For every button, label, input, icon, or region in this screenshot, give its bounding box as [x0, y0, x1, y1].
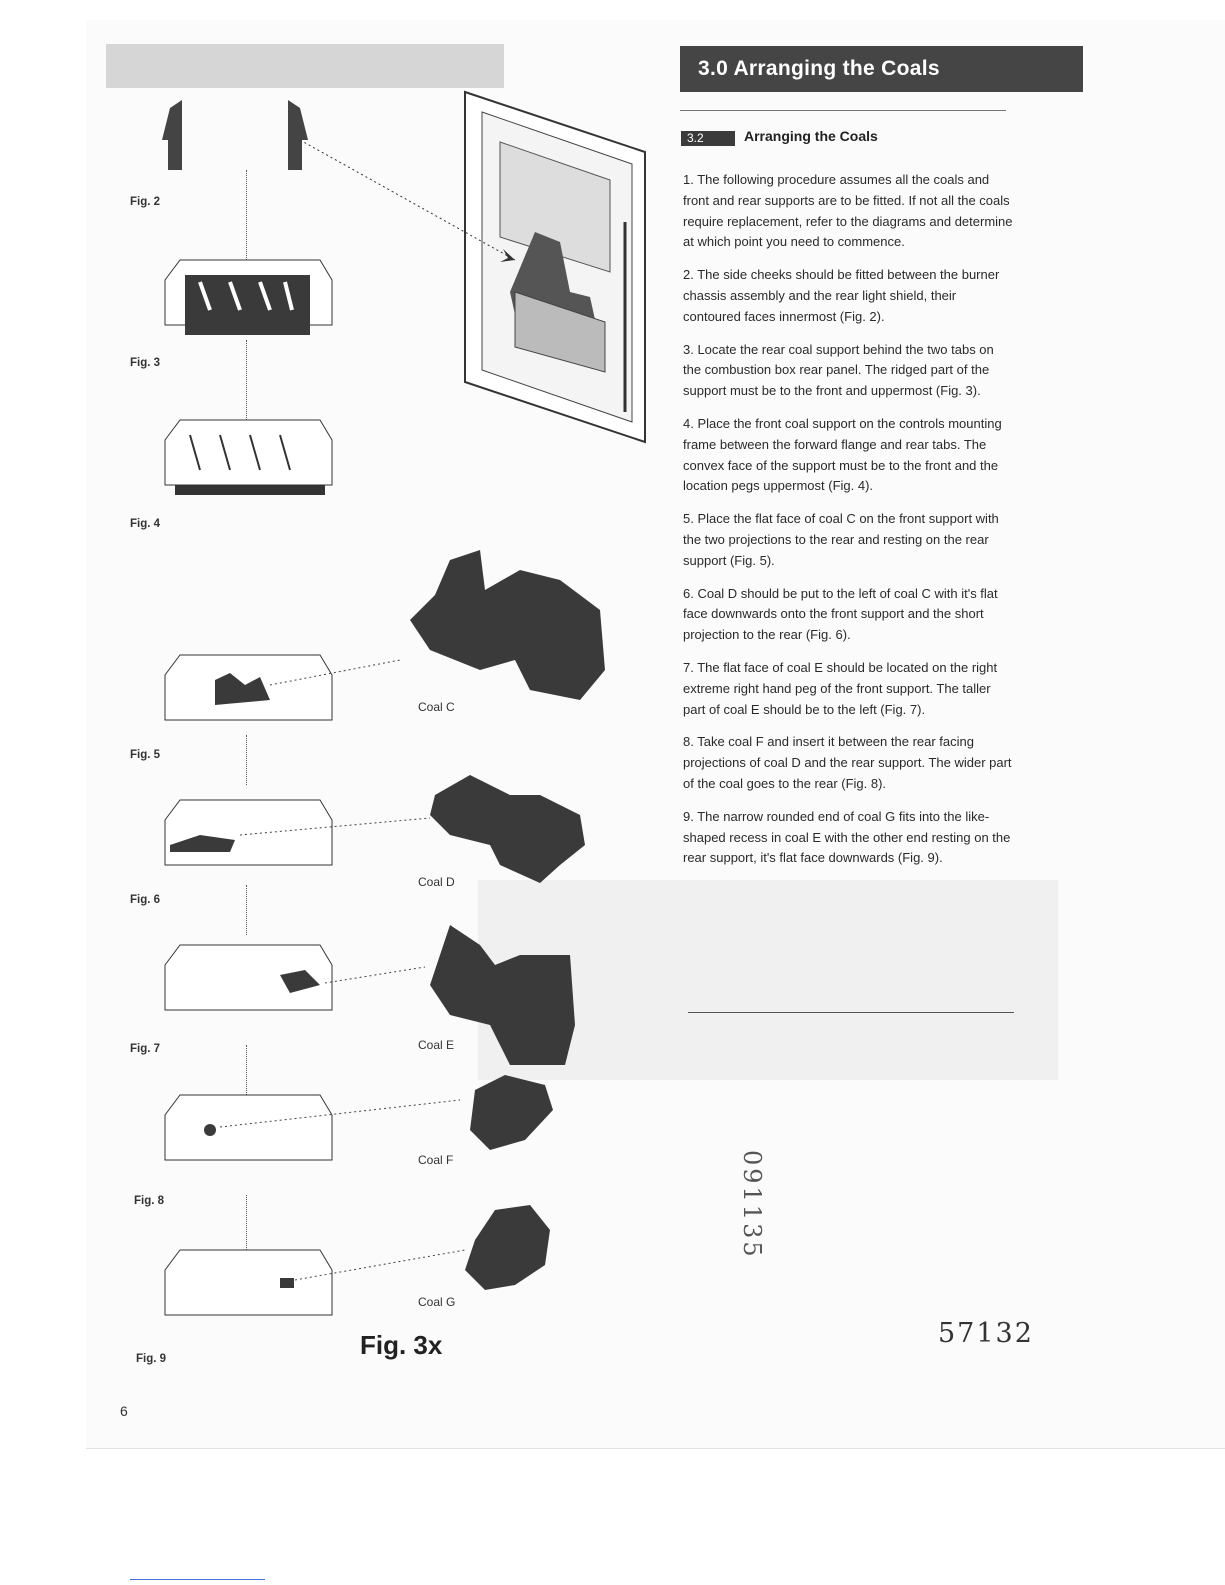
- fig6-grate: [160, 800, 335, 880]
- connector-line: [246, 885, 247, 935]
- step-8: 8. Take coal F and insert it between the rear facing projections of coal D and the rear support. The wider part of the coal goes to the rear (Fig. 8).: [683, 734, 1012, 791]
- fig5-grate: [160, 655, 335, 735]
- fig8-grate: [160, 1095, 335, 1175]
- ghost-header: [106, 44, 504, 88]
- fig3-grate: [160, 420, 335, 500]
- page-number: 6: [120, 1403, 128, 1419]
- subsection-number: 3.2: [681, 131, 735, 146]
- fig-5-label: Fig. 5: [130, 749, 161, 761]
- fig7-grate: [160, 945, 335, 1025]
- connector-line: [246, 340, 247, 420]
- vertical-stamp-number: 091135: [738, 1150, 766, 1260]
- fig-2-label: Fig. 2: [130, 196, 161, 208]
- left-cheek-shape: [162, 100, 182, 170]
- connector-line: [246, 735, 247, 785]
- steps-end-rule: [688, 1012, 1014, 1013]
- step-4: 4. Place the front coal support on the controls mounting frame between the forward flange and rear tabs. The convex face of the support must be to the front and the location pegs uppermost (Fig. 4).: [683, 415, 1002, 494]
- footer-link-line: [130, 1579, 265, 1580]
- step-9: 9. The narrow rounded end of coal G fits into the like-shaped recess in coal E with the other end resting on the rear support, it's flat face downwards (Fig. 9).: [683, 808, 1011, 866]
- fig-4-label: Fig. 4: [130, 518, 161, 530]
- connector-line: [246, 1045, 247, 1095]
- fig-8-label: Fig. 8: [134, 1195, 165, 1207]
- fig2-grate: [160, 260, 335, 340]
- step-2: 2. The side cheeks should be fitted between the burner chassis assembly and the rear light shield, their contoured faces innermost (Fig. 2).: [683, 267, 1000, 324]
- stamp-number: 57132: [938, 1318, 1034, 1349]
- step-1: 1. The following procedure assumes all the coals and front and rear supports are to be fitted. If not all the coals require replacement, refer to the diagrams and determine at which point you need to commence.: [683, 172, 1013, 250]
- header-rule: [680, 110, 1006, 111]
- coal-d-image: [430, 775, 590, 885]
- coal-g-image: [465, 1205, 555, 1295]
- connector-line: [246, 1195, 247, 1250]
- section-title-banner: 3.0 Arranging the Coals: [680, 46, 1083, 92]
- subsection-title: Arranging the Coals: [744, 128, 878, 144]
- step-7: 7. The flat face of coal E should be located on the right extreme right hand peg of the front support. The taller part of coal E should be to the left (Fig. 7).: [683, 659, 998, 717]
- fig-7-label: Fig. 7: [130, 1043, 161, 1055]
- fig-9-label: Fig. 9: [136, 1353, 167, 1365]
- step-3: 3. Locate the rear coal support behind the two tabs on the combustion box rear panel. The ridged part of the support must be to the front and uppermost (Fig. 3).: [683, 341, 994, 399]
- fig9-grate: [160, 1250, 335, 1330]
- procedure-steps: [683, 170, 1013, 881]
- connector-line: [246, 170, 247, 260]
- step-5: 5. Place the flat face of coal C on the front support with the two projections to the rear and resting on the rear support (Fig. 5).: [683, 511, 999, 568]
- coal-e-label: Coal E: [418, 1038, 455, 1052]
- coal-e-image: [420, 925, 580, 1065]
- fig-3-label: Fig. 3: [130, 357, 161, 369]
- coal-f-label: Coal F: [418, 1153, 454, 1167]
- coal-c-image: [410, 550, 620, 705]
- fig2-pointer-arrow: [300, 140, 530, 270]
- fig-6-label: Fig. 6: [130, 894, 161, 906]
- coal-c-label: Coal C: [418, 700, 455, 714]
- coal-f-image: [465, 1075, 555, 1155]
- coal-d-label: Coal D: [418, 875, 455, 889]
- step-6: 6. Coal D should be put to the left of coal C with it's flat face downwards onto the front support and the short projection to the rear (Fig. 6).: [683, 585, 998, 643]
- coal-g-label: Coal G: [418, 1295, 456, 1309]
- fig-3x-label: Fig. 3x: [360, 1330, 443, 1360]
